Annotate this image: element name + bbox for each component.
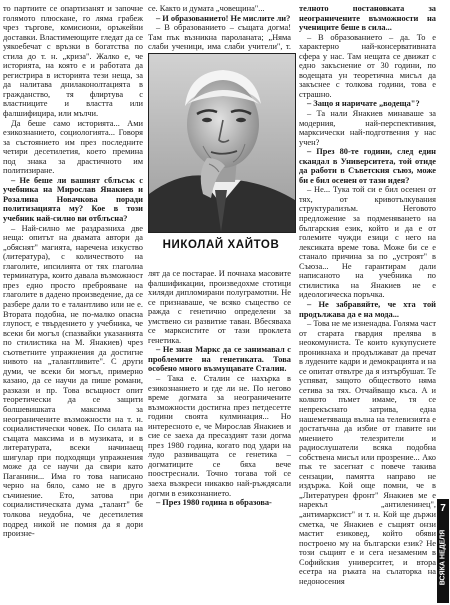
article-paragraph: – Така е. Сталин се нахърка в езикознанието и где ли не. По негово време догмата за неограничените възможности достигна през петдесетте години своята кулминация... Но интересното е, че Мирослав Янакиев и сие се заеха да пресаздият тази догма през 1980 година, когато под удари на лудо развиващата се генетика – догматиците се бяха вече поостреснали. Точно тогава той се заеха възкреси никакво най-ръждясали догми в езикознанието. (148, 374, 291, 498)
article-paragraph: – В образованието – същата догма! Там пък възникна пароланата; „Няма слаби ученици, има слаби учители", т. (148, 23, 291, 52)
article-paragraph: Да беше само историята... Ами езикознанието, социологията... Говоря за състоянието им през последните четири десетилетия, което премина под знака за драстичното им политизиране. (3, 118, 143, 176)
interview-question: телното постановката за неограничените възможности на учениците беше в сила... (299, 4, 436, 33)
page-number: 7 (440, 503, 446, 514)
article-column-2-lower (148, 269, 291, 508)
article-paragraph: – Не... Тука той си е бил осенен от тях, от кривотълкувания структурализъм. Неговото предложение за подменяването на българския език, който и да е от големите чужди езици с него на лексиката време това. Може би се е станало причина за по „устроят" в Съюза... Не гарантирам дали написаното на учебника по стилистика на Янакиев не е идеологическа поръчка. (299, 185, 436, 300)
article-paragraph: – В образованието – да. То е характерно най-консервативната сфера у нас. Там нещата се движат с едно закъснение от 30 години, по водещата ун теоретична мисъл да закъснее с толкова години, това е страшно. (299, 32, 436, 99)
article-paragraph: – Та нали Янакиев минаваше за модерния, най-перспективния, марксически най-подготвения у нас учен? (299, 109, 436, 147)
interview-question: – И образованието! Не мислите ли? (156, 13, 291, 23)
interview-question: – Защо я наричате „водеща"? (307, 99, 420, 109)
portrait-illustration (149, 54, 295, 232)
interview-question: – Не зная Маркс да се занимавал с проблемите на генетиката. Това особено много възмущавате Сталин. (148, 345, 291, 374)
article-paragraph: – Това не ме изненадва. Голяма част от старата гвардия прелява в неокомуниста. Те които кукупуснете проникнаха и продължават да пречат в лудените кадри и демокрацията и на се опитат отвътре да я изтърбушат. Те успяват, защото обществото няма сетива за тях. Отчайващо къса. А и колкото пъмет имаме, тя се непрекъснато затрива, една нашеметяваща вълна на телевизията е достатъчна да избие от главите ни мнението телезрители и радиослушатели всяка подобна собствена мисъл или прозрение... Ако пък те засегнат с повече такива сензации, памятта направо не издържа. Кой още помни, че в „Литературен фронт" Янакиев ме е нарекъл „антиленинец", „антимарксист" и т. н. Кой ще държи сметка, че Янакиев е същият онзи мастит езиковед, който обяви построено му на български език? Не този същият е и сега незаменим в Софийския университет, и втора есетра на ръката на сълаторка на недоносения (299, 319, 436, 586)
article-paragraph: – Най-силно ме раздразниха две неща: опитът на двамата автори да „обяснят" магията, наречена изкуство (литература), с количеството на глаголите, ипсилията от тях глаголна терминатура, които давала възможност през едно просто преброяване на глаголите в дадено произведение, да се разбере дали то е талантливо или не е. Втората подобна, не по-малко опасна глупост, е твърдението у учебника, че всеки би могъл (спазвайки указанията по стилистика на М. Янакиев) чрез съответните упражнения да достигне нивото на „талантливите". С други думи, че всеки би могъл, примерно казано, да се научи да пише романи, разкази и пр. Това всъщност опит теоретически да се защити болшевишката максима за неограничените възможности на т. н. социалистически човек. По силата на същата максима и в музиката, и в литературата, всеки начинаещ шигулар при подходящи упражнения може да се научи да свири като Паганини... Има го това написано черно на бяло, само не в друго съчинение. Ето, затова при социалистическата дума „талант" бе толкова неудобна, че десетилетия подред никой не помня да я дори произне- (3, 223, 143, 539)
interview-question: – През 1980 година в образова- (156, 498, 272, 508)
article-paragraph: се. Както и думата „човещина"... (148, 4, 265, 13)
interview-question: – Не беше ли вашият сблъсък с учебника на Мирослав Янакиев и Розалина Новачкова поради политизацията му? Кое в този учебник най-силно ви отблъсна? (3, 175, 143, 224)
article-paragraph: то партиите се опартизанят и започне голямото плюскане, го ляма грабеж чрез търгове, комисиони, оръжейни доставки. Властимеющите гледат да се уякоебечат с връзки в богатства по стила до т. н. „криза". Жалко е, че историята, на която е и работата да регистрира в историята тези неща, за да налитава днилаконолтацията в гражданство, тя флиртува с властниците и властта или фалшифицира, или мълчи. (3, 4, 143, 119)
author-portrait-photo (148, 53, 296, 233)
article-column-1 (3, 4, 143, 539)
article-column-3 (299, 4, 436, 586)
interview-question: – През 80-те години, след един скандал в Университета, той отиде да работи в Съветския съюз, може би е бил осенен от тази идея? (299, 147, 436, 185)
article-paragraph: лят да се постарае. И почнаха масовите фалшификации, произведохме стотици хиляди дипломирани полуграмотни. Не се признаваше, че всяко същество се ражда с генетично определени за умствено си развитие таван. Вбесяваха се марксистите от тази проклета генетика. (148, 269, 291, 345)
photo-caption: НИКОЛАЙ ХАЙТОВ (162, 239, 280, 251)
section-label: ВСЯКА НЕДЕЛЯ (439, 529, 447, 586)
interview-question: – Не забравяйте, че хта той продължава да е на мода... (299, 299, 436, 319)
